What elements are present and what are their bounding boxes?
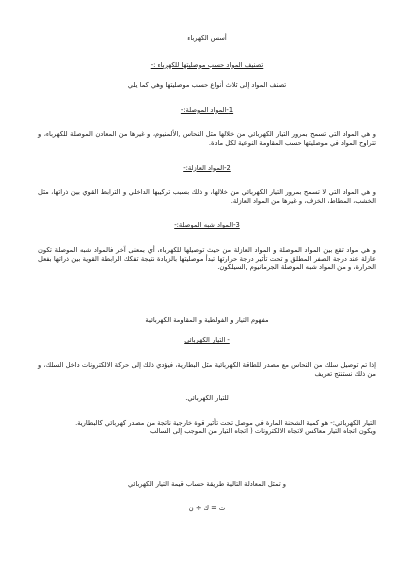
current-definition-heading: للتيار الكهربائي.	[185, 394, 229, 403]
semiconductors-paragraph: و هي مواد تقع بين المواد الموصلة و المواد العازلة من حيث توصيلها للكهرباء، أي بمعنى آخر فالمواد شبه الموصلة تكون عازلة عند درجة الصفر المطلق و تحت تأثير درجة حرارتها تبدأ موصليتها بالزيادة نتيجة تفكك الرابطة القوية بين ذراتها بفعل الحرارة، و من المواد شبه الموصلة الجرمانيوم ,السيلكون.	[38, 245, 376, 272]
semiconductors-heading: 3-المواد شبه الموصلة:-	[174, 221, 240, 230]
page-title: أسس الكهرباء	[187, 34, 227, 42]
insulators-heading: 2-المواد العازلة:-	[183, 163, 231, 172]
conductors-paragraph: و هي المواد التي تسمح بمرور التيار الكهربائي من خلالها مثل النحاس ,الألمنيوم، و غيرها من المعادن الموصلة للكهرباء، و تتراوح المواد في موصليتها حسب المقاومة النوعية لكل مادة.	[38, 130, 376, 147]
current-formula: ت = ك ÷ ن	[188, 504, 226, 513]
formula-intro: و تمثل المعادلة التالية طريقة حساب قيمة التيار الكهربائي	[127, 479, 287, 488]
current-definition-paragraph	[38, 419, 376, 436]
current-direction-text: ويكون اتجاه التيار معاكس لاتجاه الالكترونات ( اتجاه التيار من الموجب إلى السالب	[149, 427, 376, 436]
classification-intro: تصنف المواد إلى ثلاث أنواع حسب موصليتها وهي كما يلي	[127, 81, 287, 90]
current-intro-paragraph: إذا تم توصيل سلك من النحاس مع مصدر للطاقة الكهربائية مثل البطارية، فيؤدي ذلك إلى حركة الالكترونات داخل السلك، و من ذلك نستنتج تعريف	[38, 360, 376, 378]
classification-heading: تصنيف المواد حسب موصليتها للكهرباء :-	[150, 60, 264, 69]
concepts-heading: مفهوم التيار و الفولطية و المقاومة الكهربائية	[145, 315, 269, 324]
current-heading: - التيار الكهربائي	[184, 336, 230, 345]
conductors-heading: 1-المواد الموصلة:-	[180, 105, 234, 114]
insulators-paragraph: و هي المواد التي لا تسمح بمرور التيار الكهربائي من خلالها، و ذلك بسبب تركيبها الداخلي و الترابط القوي بين ذراتها، مثل الخشب، المطاط، الخزف، و غيرها من المواد العازلة.	[38, 188, 376, 205]
current-definition-text: التيار الكهربائي:- هو كمية الشحنة المارة في موصل تحت تأثير قوة خارجية ناتجة من مصدر كهربائي كالبطارية.	[75, 418, 376, 427]
